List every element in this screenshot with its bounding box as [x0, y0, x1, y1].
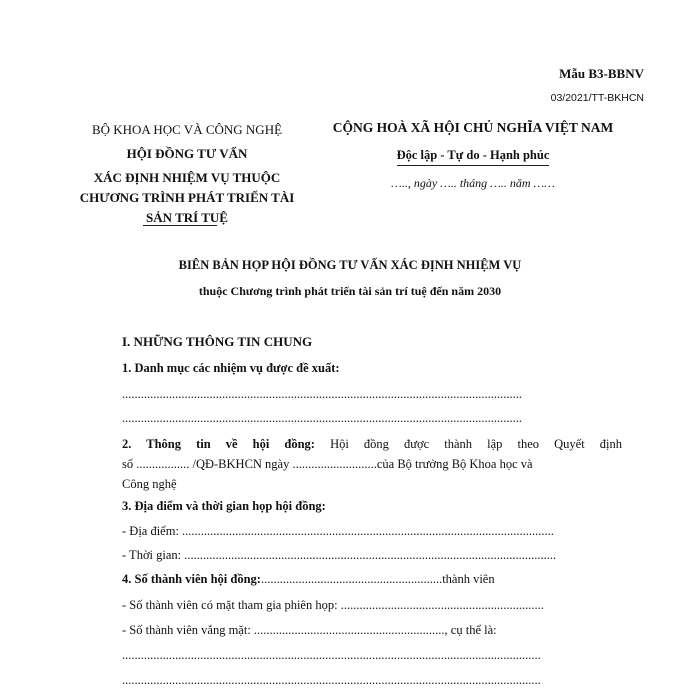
item-2-line-2: số ................. /QĐ-BKHCN ngày ...........................của Bộ trưởng Bộ Khoa học và [122, 457, 533, 471]
header-divider [143, 225, 217, 226]
council-name: HỘI ĐỒNG TƯ VẤN [126, 146, 248, 161]
item-1-heading: 1. Danh mục các nhiệm vụ được đề xuất: [122, 361, 340, 375]
item-4-heading: 4. Số thành viên hội đồng: [122, 572, 261, 586]
item-2-text: Hội đồng được thành lập theo Quyết định [314, 437, 622, 451]
national-motto: Độc lập - Tự do - Hạnh phúc [397, 148, 550, 166]
item-2-heading: 2. Thông tin về hội đồng: [122, 437, 315, 451]
location-line: - Địa điểm: ....................................................................................................................... [122, 524, 554, 538]
absent-members-line: - Số thành viên vắng mặt: ............................................................., cụ thể là: [122, 623, 497, 637]
item-2-line-1 [122, 434, 622, 454]
item-2-line-3: Công nghệ [122, 477, 177, 491]
nation-name: CỘNG HOÀ XÃ HỘI CHỦ NGHĨA VIỆT NAM [332, 120, 614, 135]
council-purpose-line-3: SẢN TRÍ TUỆ [146, 210, 228, 225]
form-code: Mẫu B3-BBNV [559, 66, 644, 81]
national-header [322, 120, 624, 191]
issuing-body-header [66, 120, 308, 228]
fill-line: ................................................................................................................................ [122, 411, 522, 425]
present-members-line: - Số thành viên có mặt tham gia phiên họp: ................................................................. [122, 598, 544, 612]
time-line: - Thời gian: ....................................................................................................................... [122, 548, 557, 562]
section-heading: I. NHỮNG THÔNG TIN CHUNG [122, 334, 313, 349]
item-4-line [122, 569, 622, 589]
member-count-fill: ..........................................................thành viên [260, 572, 495, 586]
place-date-line: ….., ngày ….. tháng ….. năm …… [391, 176, 555, 190]
fill-line: ...................................................................................................................................... [122, 648, 541, 662]
ministry-name: BỘ KHOA HỌC VÀ CÔNG NGHỆ [91, 122, 283, 137]
council-purpose-line-1: XÁC ĐỊNH NHIỆM VỤ THUỘC [93, 170, 281, 185]
council-purpose-line-2: CHƯƠNG TRÌNH PHÁT TRIỂN TÀI [79, 190, 295, 205]
fill-line: ................................................................................................................................ [122, 387, 522, 401]
document-subtitle: thuộc Chương trình phát triển tài sản trí tuệ đến năm 2030 [198, 284, 502, 298]
fill-line: ...................................................................................................................................... [122, 673, 541, 687]
item-3-heading: 3. Địa điểm và thời gian họp hội đồng: [122, 499, 326, 513]
circular-number: 03/2021/TT-BKHCN [550, 92, 644, 104]
document-title: BIÊN BẢN HỌP HỘI ĐỒNG TƯ VẤN XÁC ĐỊNH NHIỆM VỤ [178, 258, 522, 272]
